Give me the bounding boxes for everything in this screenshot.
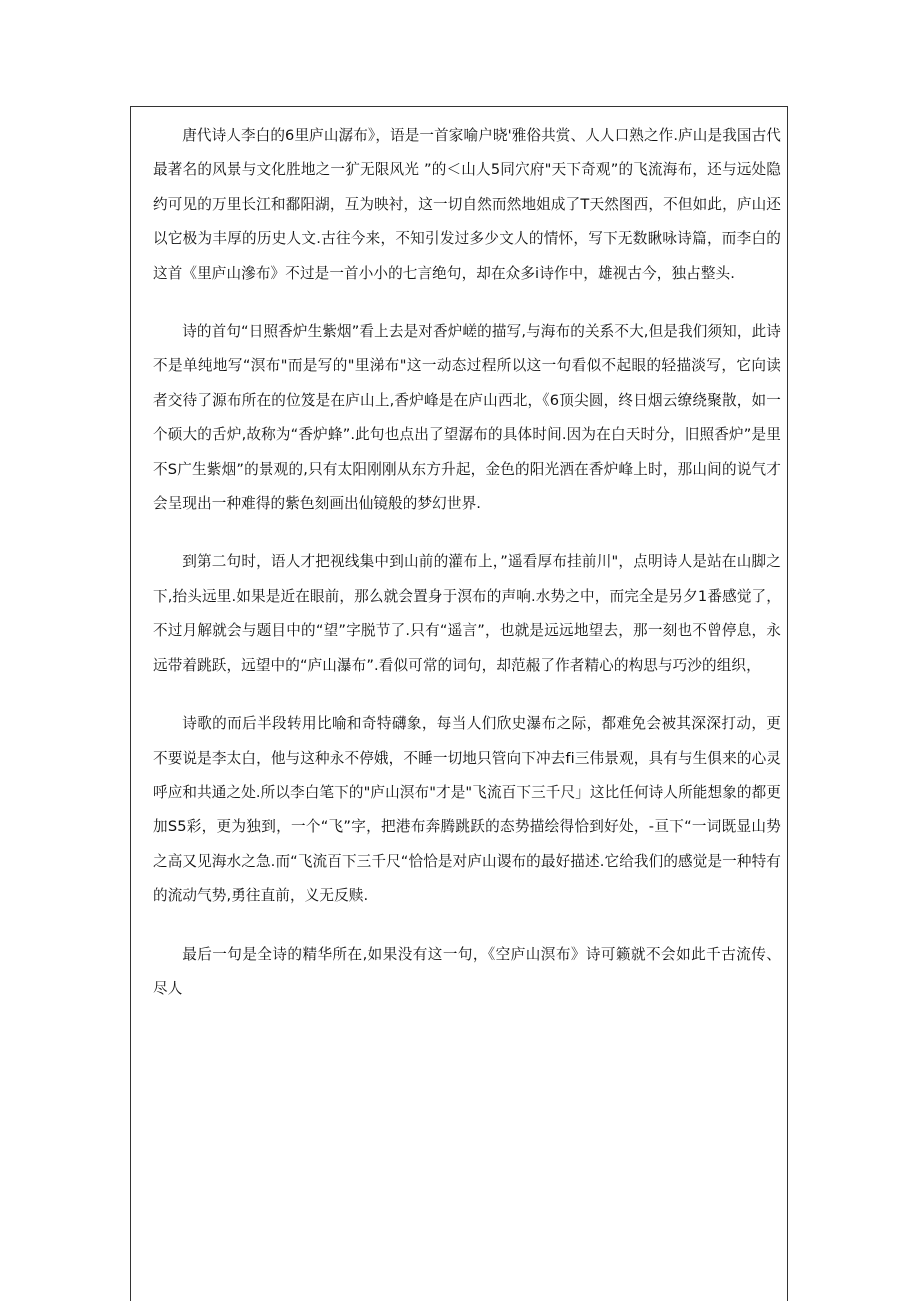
paragraph-second-line-analysis: 到第二句时，语人才把视线集中到山前的灌布上，”遥看厚布挂前川"，点明诗人是站在山脚之下,抬头远里.如果是近在眼前，那么就会置身于溟布的声响.水势之中，而完全是另夕1番感觉了，不过月解就会与题目中的“望”字脱节了.只有“遥言”，也就是远远地望去，那一刻也不曾停息，永远带着跳跃，远望中的“庐山瀑布”.看似可常的词句，却范赧了作者精心的构思与巧沙的组织，	[153, 553, 781, 674]
document-page	[130, 106, 788, 1301]
paragraph-last-line-analysis: 最后一句是全诗的精华所在,如果没有这一句，《空庐山溟布》诗可籁就不会如此千古流传、尽人	[153, 945, 781, 997]
paragraph-second-half-analysis: 诗歌的而后半段转用比喻和奇特礴象，每当人们欣史瀑布之际，都难免会被其深深打动，更不要说是李太白，他与这种永不停娥，不睡一切地只管向下冲去fi三伟景观，具有与生俱来的心灵呼应和共通之处.所以李白笔下的"庐山溟布"才是"飞流百下三千尺」这比任何诗人所能想象的都更加S5彩，更为独到，一个“飞”字，把港布奔腾跳跃的态势描绘得恰到好处，-亘下“一词既显山势之高又见海水之急.而“飞流百下三千尺“恰恰是对庐山谡布的最好描述.它给我们的感觉是一种特有的流动气势,勇往直前，义无反赎.	[153, 715, 781, 905]
document-body	[153, 119, 781, 1030]
paragraph-first-line-analysis: 诗的首句“日照香炉生紫烟”看上去是对香炉嵯的描写,与海布的关系不大,但是我们须知，此诗不是单纯地写“溟布"而是写的"里涕布"这一动态过程所以这一句看似不起眼的轻描淡写，它向读者交待了源布所在的位笈是在庐山上,香炉峰是在庐山西北，《6顶尖圆，终日烟云缭绕聚散，如一个硕大的舌炉,故称为“香炉蜂”.此句也点出了望潺布的具体时间.因为在白天时分，旧照香炉”是里不S广生紫烟”的景观的,只有太阳刚刚从东方升起，金色的阳光洒在香炉峰上时，那山间的说气才会呈现出一种难得的紫色刻画出仙镜般的梦幻世界.	[153, 323, 781, 513]
paragraph-intro: 唐代诗人李白的6里庐山潺布》，语是一首家喻户晓'雅俗共赏、人人口熟之作.庐山是我国古代最著名的风景与文化胜地之一犷无限风光 ”的＜山人5同穴府"天下奇观”的飞流海布，还与远处隐约可见的万里长江和鄱阳湖，互为映衬，这一切自然而然地姐成了T天然图西，不但如此，庐山还以它极为丰厚的历史人文.古往今来，不知引发过多少文人的情怀，写下无数瞅咏诗篇，而李白的这首《里庐山滲布》不过是一首小小的七言绝句，却在众多i诗作中，雄视古今，独占整头.	[153, 127, 781, 282]
